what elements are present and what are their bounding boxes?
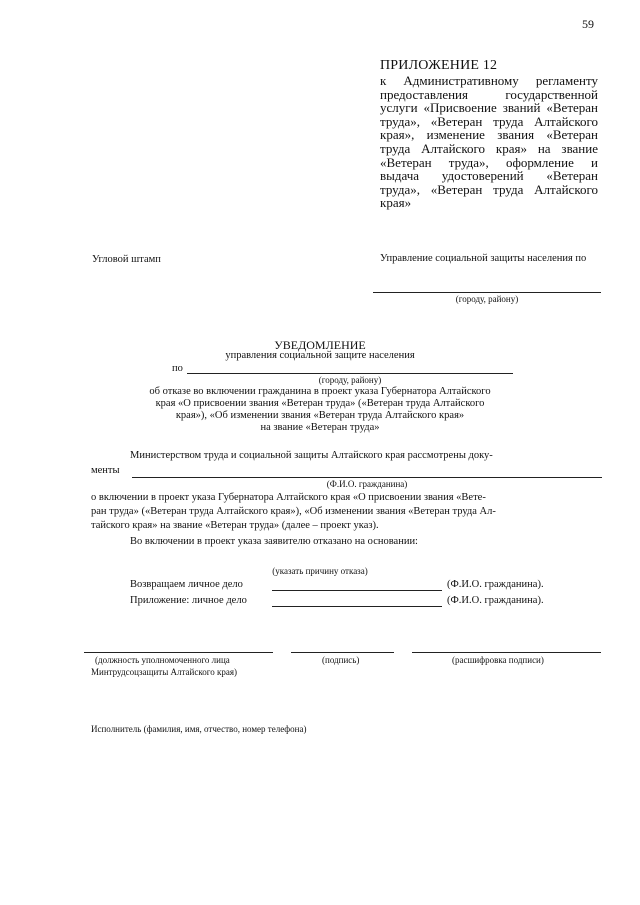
fio-caption: (Ф.И.О. гражданина)	[326, 479, 408, 489]
appendix-text: к Административному регламенту предоставления государственной услуги «Присвоение званий «Ветеран труда», «Ветеран труда Алтайского края», изменение звания «Ветеран труда Алтайского края» на звание «Ветеран труда», оформление и выдача удостоверений «Ветеран труда», «Ветеран труда Алтайского края»	[380, 73, 598, 211]
return-suffix: (Ф.И.О. гражданина).	[447, 579, 544, 590]
reason-caption: (указать причину отказа)	[272, 566, 368, 576]
notice-title: УВЕДОМЛЕНИЕ	[274, 338, 366, 352]
body-documents-word: менты	[91, 465, 120, 476]
department-text: Управление социальной защиты населения по	[380, 253, 587, 264]
notice-line-2: края «О присвоении звания «Ветеран труда» («Ветеран труда Алтайского	[155, 398, 485, 409]
notice-line-3: края»), «Об изменении звания «Ветеран труда Алтайского края»	[175, 410, 465, 421]
return-line	[272, 590, 442, 591]
sign-line	[291, 652, 394, 653]
executor-label: Исполнитель (фамилия, имя, отчество, номер телефона)	[91, 724, 307, 734]
notice-po-caption: (городу, району)	[318, 375, 382, 385]
decode-line	[412, 652, 601, 653]
body-line-2: ран труда» («Ветеран труда Алтайского края»), «Об изменении звания «Ветеран труда Ал-	[91, 506, 496, 517]
notice-subtitle: управления социальной защите населения	[225, 350, 415, 361]
attach-label: Приложение: личное дело	[130, 595, 247, 606]
body-line-3: тайского края» на звание «Ветеран труда» (далее – проект указ).	[91, 520, 379, 531]
notice-line-1: об отказе во включении гражданина в проект указа Губернатора Алтайского	[149, 386, 491, 397]
corner-stamp-label: Угловой штамп	[92, 254, 161, 265]
attach-suffix: (Ф.И.О. гражданина).	[447, 595, 544, 606]
notice-po-label: по	[172, 363, 183, 374]
body-paragraph-2: Во включении в проект указа заявителю отказано на основании:	[130, 536, 418, 547]
return-label: Возвращаем личное дело	[130, 579, 243, 590]
appendix-block	[380, 58, 598, 210]
notice-line-4: на звание «Ветеран труда»	[260, 422, 380, 433]
department-line	[373, 292, 601, 293]
position-caption-1: (должность уполномоченного лица	[95, 655, 230, 665]
attach-line	[272, 606, 442, 607]
body-paragraph-1-start: Министерством труда и социальной защиты Алтайского края рассмотрены доку-	[130, 450, 493, 461]
body-line-1: о включении в проект указа Губернатора Алтайского края «О присвоении звания «Вете-	[91, 492, 486, 503]
position-line	[84, 652, 273, 653]
notice-po-line	[187, 373, 513, 374]
appendix-title: ПРИЛОЖЕНИЕ 12	[380, 58, 498, 73]
decode-caption: (расшифровка подписи)	[452, 655, 544, 665]
fio-line	[132, 477, 602, 478]
position-caption-2: Минтрудсоцзащиты Алтайского края)	[91, 667, 237, 677]
sign-caption: (подпись)	[322, 655, 360, 665]
department-caption: (городу, району)	[455, 294, 519, 304]
page-number: 59	[582, 17, 594, 31]
